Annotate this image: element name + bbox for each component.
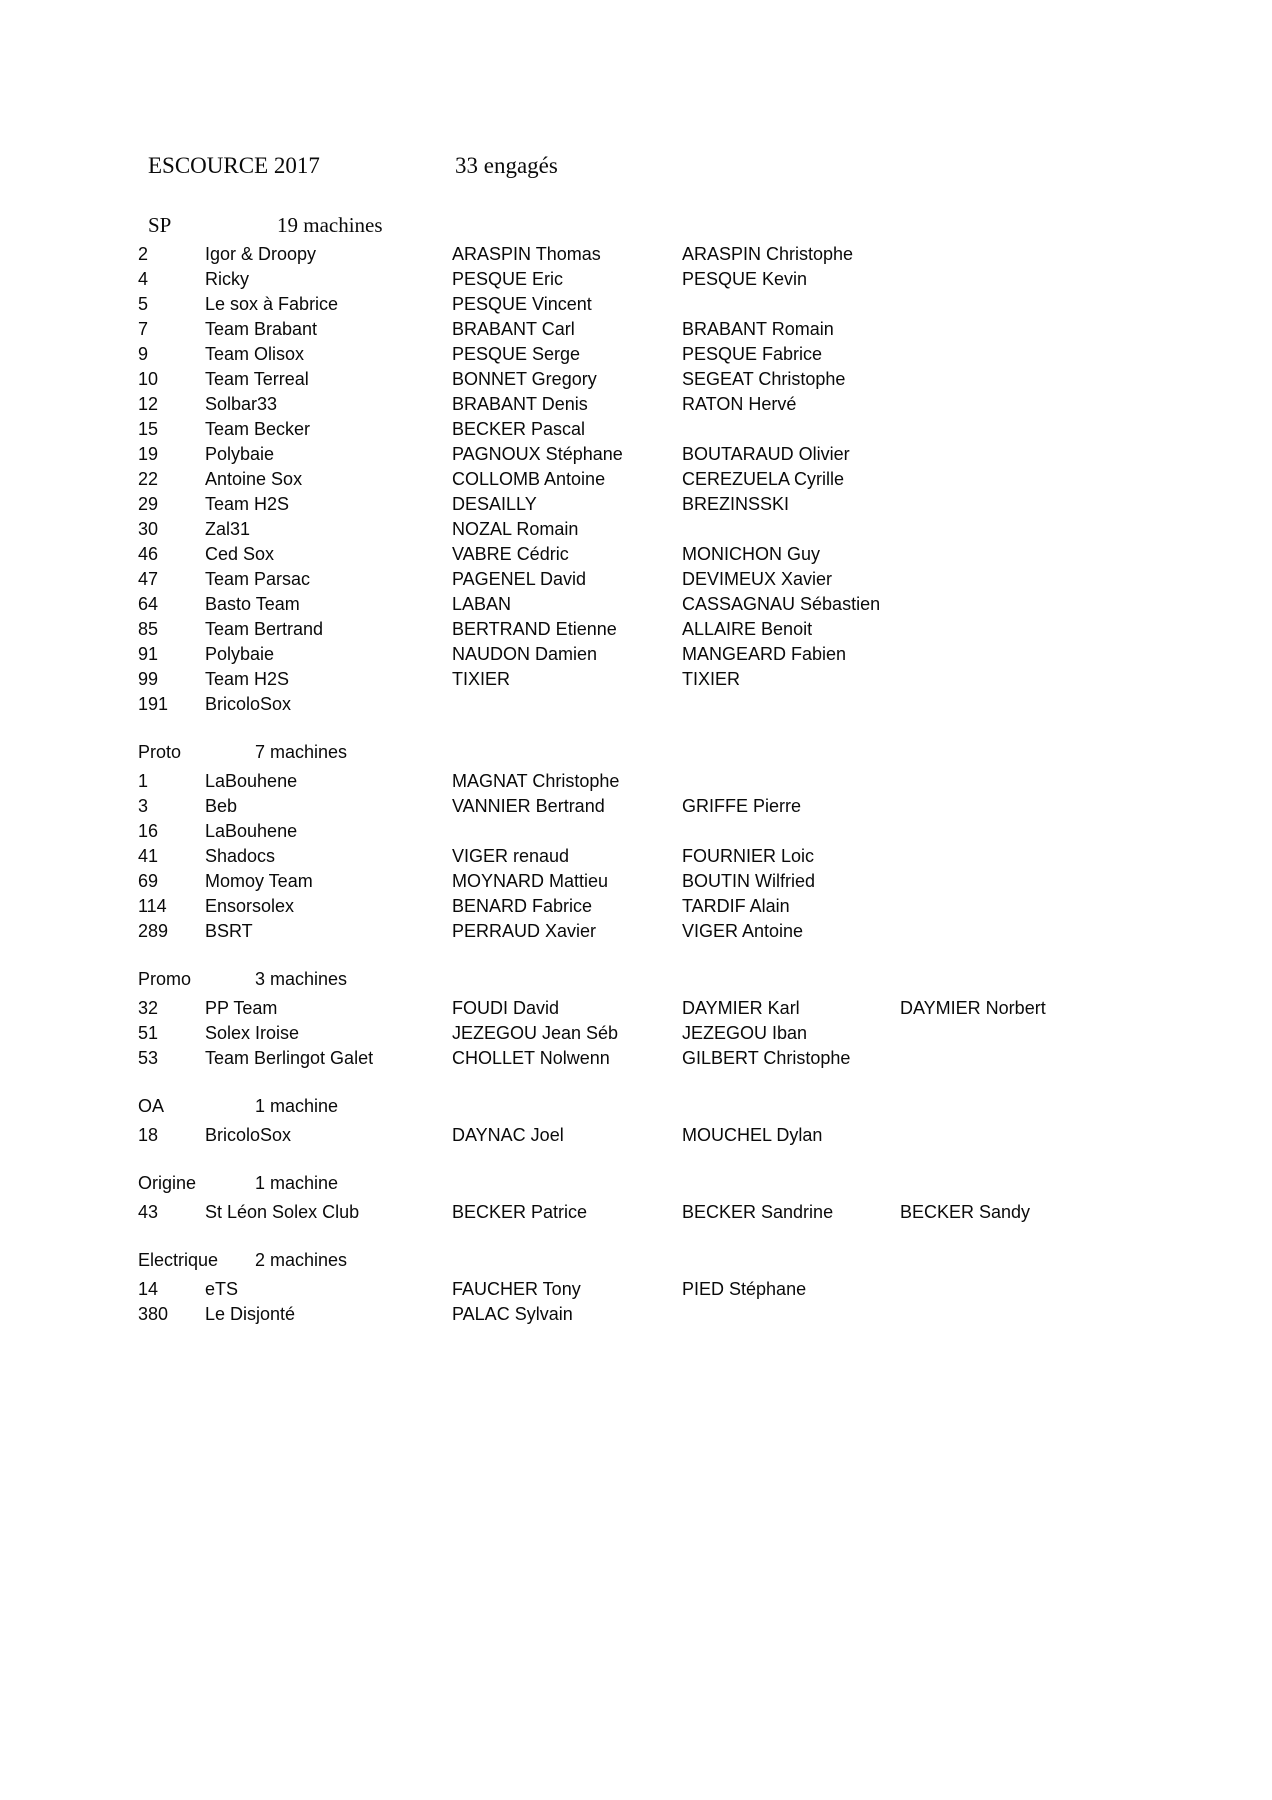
machine-number: 51 (138, 1023, 159, 1043)
machine-number: 1 (138, 771, 149, 791)
team-name: Team Brabant (205, 319, 318, 339)
entry-row (138, 996, 1232, 1021)
section-name: Origine (138, 1173, 197, 1193)
rider-3 (900, 794, 1232, 819)
machine-number: 9 (138, 344, 149, 364)
rider-2: BOUTIN Wilfried (682, 871, 816, 891)
section-proto (138, 740, 1232, 944)
team-name: Team Berlingot Galet (205, 1048, 374, 1068)
team-name: Team Parsac (205, 569, 311, 589)
team-name: Ced Sox (205, 544, 275, 564)
section-header (138, 1248, 1232, 1273)
rider-1: NAUDON Damien (452, 644, 598, 664)
rider-2 (682, 517, 900, 542)
team-name: LaBouhene (205, 771, 298, 791)
machine-number: 4 (138, 269, 149, 289)
rider-1: PESQUE Vincent (452, 294, 592, 314)
team-name: Polybaie (205, 644, 275, 664)
entry-row (138, 1123, 1232, 1148)
entry-row (138, 342, 1232, 367)
team-name: Zal31 (205, 519, 251, 539)
machine-number: 91 (138, 644, 159, 664)
rider-1: VANNIER Bertrand (452, 796, 605, 816)
rider-2: CEREZUELA Cyrille (682, 469, 845, 489)
machine-number: 15 (138, 419, 159, 439)
rider-2: BOUTARAUD Olivier (682, 444, 850, 464)
rider-1: MOYNARD Mattieu (452, 871, 609, 891)
rider-2: SEGEAT Christophe (682, 369, 846, 389)
rider-1: CHOLLET Nolwenn (452, 1048, 610, 1068)
rider-2: MOUCHEL Dylan (682, 1125, 823, 1145)
section-name: Electrique (138, 1250, 219, 1270)
team-name: Solex Iroise (205, 1023, 300, 1043)
rider-3 (900, 442, 1232, 467)
rider-2: MONICHON Guy (682, 544, 821, 564)
machine-number: 47 (138, 569, 159, 589)
rider-1: PESQUE Serge (452, 344, 581, 364)
rider-1: BENARD Fabrice (452, 896, 593, 916)
machine-number: 3 (138, 796, 149, 816)
rider-1: PERRAUD Xavier (452, 921, 597, 941)
team-name: Basto Team (205, 594, 300, 614)
document-header (138, 153, 1232, 178)
machine-number: 18 (138, 1125, 159, 1145)
rider-2: BRABANT Romain (682, 319, 834, 339)
machine-number: 30 (138, 519, 159, 539)
entry-row (138, 692, 1232, 717)
rider-2 (682, 769, 900, 794)
rider-1: BECKER Patrice (452, 1202, 588, 1222)
team-name: Ensorsolex (205, 896, 295, 916)
rider-3 (900, 667, 1232, 692)
section-count: 2 machines (255, 1250, 348, 1270)
machine-number: 99 (138, 669, 159, 689)
rider-3 (900, 242, 1232, 267)
machine-number: 12 (138, 394, 159, 414)
rider-3 (900, 517, 1232, 542)
rider-1: BRABANT Denis (452, 394, 588, 414)
rider-1: PAGENEL David (452, 569, 587, 589)
rider-1 (452, 692, 682, 717)
entry-row (138, 617, 1232, 642)
machine-number: 43 (138, 1202, 159, 1222)
event-title: ESCOURCE 2017 (148, 153, 320, 178)
entry-row (138, 919, 1232, 944)
entries-count: 33 engagés (455, 153, 558, 178)
rider-3 (900, 869, 1232, 894)
team-name: Le Disjonté (205, 1304, 296, 1324)
entry-row (138, 1277, 1232, 1302)
rider-1: BONNET Gregory (452, 369, 597, 389)
rider-2 (682, 692, 900, 717)
entry-row (138, 1021, 1232, 1046)
entry-row (138, 794, 1232, 819)
entry-row (138, 367, 1232, 392)
rider-1: BECKER Pascal (452, 419, 586, 439)
team-name: BricoloSox (205, 694, 292, 714)
rider-3 (900, 844, 1232, 869)
rider-3 (900, 1277, 1232, 1302)
team-name: Team Terreal (205, 369, 309, 389)
team-name: Ricky (205, 269, 249, 289)
rider-3 (900, 1021, 1232, 1046)
entry-row (138, 1302, 1232, 1327)
entry-row (138, 467, 1232, 492)
section-name: Proto (138, 742, 182, 762)
machine-number: 5 (138, 294, 149, 314)
entry-row (138, 642, 1232, 667)
rider-1: PAGNOUX Stéphane (452, 444, 623, 464)
team-name: Igor & Droopy (205, 244, 317, 264)
machine-number: 114 (138, 896, 167, 916)
team-name: Polybaie (205, 444, 275, 464)
entry-row (138, 442, 1232, 467)
section-electrique (138, 1248, 1232, 1327)
rider-3 (900, 642, 1232, 667)
entry-row (138, 542, 1232, 567)
entry-row (138, 267, 1232, 292)
team-name: Beb (205, 796, 238, 816)
team-name: Team Olisox (205, 344, 305, 364)
team-name: BSRT (205, 921, 253, 941)
section-name: SP (148, 213, 172, 237)
machine-number: 380 (138, 1304, 169, 1324)
rider-1: FAUCHER Tony (452, 1279, 581, 1299)
rider-3 (900, 392, 1232, 417)
entry-row (138, 392, 1232, 417)
rider-3 (900, 567, 1232, 592)
machine-number: 289 (138, 921, 169, 941)
rider-3 (900, 292, 1232, 317)
entry-row (138, 567, 1232, 592)
rider-1: VABRE Cédric (452, 544, 569, 564)
section-sp (138, 213, 1232, 717)
rider-3 (900, 819, 1232, 844)
rider-3: DAYMIER Norbert (900, 998, 1046, 1018)
team-name: Shadocs (205, 846, 276, 866)
rider-2: DAYMIER Karl (682, 998, 800, 1018)
rider-3 (900, 417, 1232, 442)
rider-3 (900, 769, 1232, 794)
rider-2: GRIFFE Pierre (682, 796, 802, 816)
section-header (138, 967, 1232, 992)
rider-1: PALAC Sylvain (452, 1304, 573, 1324)
section-name: Promo (138, 969, 192, 989)
entry-row (138, 869, 1232, 894)
team-name: Team H2S (205, 669, 290, 689)
section-origine (138, 1171, 1232, 1225)
team-name: Team Becker (205, 419, 311, 439)
rider-1: MAGNAT Christophe (452, 771, 620, 791)
rider-2: CASSAGNAU Sébastien (682, 594, 881, 614)
rider-1: DAYNAC Joel (452, 1125, 564, 1145)
entry-row (138, 769, 1232, 794)
team-name: Solbar33 (205, 394, 278, 414)
rider-1: NOZAL Romain (452, 519, 579, 539)
machine-number: 46 (138, 544, 159, 564)
rider-2: BECKER Sandrine (682, 1202, 834, 1222)
team-name: PP Team (205, 998, 278, 1018)
section-name: OA (138, 1096, 165, 1116)
machine-number: 85 (138, 619, 159, 639)
rider-1: BRABANT Carl (452, 319, 575, 339)
entry-row (138, 844, 1232, 869)
rider-3 (900, 692, 1232, 717)
section-promo (138, 967, 1232, 1071)
rider-3 (900, 1302, 1232, 1327)
section-count: 1 machine (255, 1173, 339, 1193)
rider-3 (900, 342, 1232, 367)
rider-1: DESAILLY (452, 494, 537, 514)
machine-number: 41 (138, 846, 159, 866)
machine-number: 29 (138, 494, 159, 514)
machine-number: 32 (138, 998, 159, 1018)
sections-container (138, 213, 1232, 1327)
entry-row (138, 517, 1232, 542)
team-name: Antoine Sox (205, 469, 303, 489)
rider-1: BERTRAND Etienne (452, 619, 617, 639)
rider-3 (900, 617, 1232, 642)
section-count: 7 machines (255, 742, 348, 762)
entry-row (138, 592, 1232, 617)
rider-2: PESQUE Kevin (682, 269, 808, 289)
rider-3 (900, 492, 1232, 517)
rider-2 (682, 1302, 900, 1327)
machine-number: 7 (138, 319, 149, 339)
rider-3 (900, 317, 1232, 342)
rider-2: BREZINSSKI (682, 494, 790, 514)
machine-number: 16 (138, 821, 159, 841)
machine-number: 53 (138, 1048, 159, 1068)
section-count: 1 machine (255, 1096, 339, 1116)
rider-1: PESQUE Eric (452, 269, 564, 289)
section-count: 3 machines (255, 969, 348, 989)
entry-row (138, 292, 1232, 317)
team-name: Le sox à Fabrice (205, 294, 339, 314)
rider-1: COLLOMB Antoine (452, 469, 606, 489)
rider-3 (900, 592, 1232, 617)
section-header (138, 1171, 1232, 1196)
rider-3 (900, 267, 1232, 292)
rider-1: FOUDI David (452, 998, 560, 1018)
rider-1: LABAN (452, 594, 512, 614)
rider-2: TIXIER (682, 669, 741, 689)
machine-number: 22 (138, 469, 159, 489)
rider-1: TIXIER (452, 669, 511, 689)
entry-row (138, 1046, 1232, 1071)
section-oa (138, 1094, 1232, 1148)
rider-3 (900, 919, 1232, 944)
section-header (138, 213, 1232, 238)
rider-2: RATON Hervé (682, 394, 797, 414)
machine-number: 19 (138, 444, 159, 464)
team-name: St Léon Solex Club (205, 1202, 360, 1222)
team-name: Team H2S (205, 494, 290, 514)
rider-3 (900, 367, 1232, 392)
machine-number: 191 (138, 694, 169, 714)
rider-2: VIGER Antoine (682, 921, 804, 941)
entry-row (138, 819, 1232, 844)
entry-row (138, 417, 1232, 442)
entry-row (138, 1200, 1232, 1225)
rider-2: TARDIF Alain (682, 896, 790, 916)
team-name: LaBouhene (205, 821, 298, 841)
rider-3 (900, 542, 1232, 567)
rider-2: JEZEGOU Iban (682, 1023, 808, 1043)
team-name: BricoloSox (205, 1125, 292, 1145)
machine-number: 69 (138, 871, 159, 891)
rider-2: GILBERT Christophe (682, 1048, 851, 1068)
rider-1: JEZEGOU Jean Séb (452, 1023, 619, 1043)
rider-2: ARASPIN Christophe (682, 244, 854, 264)
rider-2 (682, 417, 900, 442)
section-header (138, 1094, 1232, 1119)
rider-3 (900, 1123, 1232, 1148)
rider-2: DEVIMEUX Xavier (682, 569, 833, 589)
entry-row (138, 492, 1232, 517)
rider-1: VIGER renaud (452, 846, 570, 866)
rider-2: FOURNIER Loic (682, 846, 815, 866)
rider-2 (682, 292, 900, 317)
rider-3: BECKER Sandy (900, 1202, 1031, 1222)
machine-number: 10 (138, 369, 159, 389)
rider-1: ARASPIN Thomas (452, 244, 601, 264)
rider-2: ALLAIRE Benoit (682, 619, 813, 639)
rider-3 (900, 467, 1232, 492)
machine-number: 14 (138, 1279, 159, 1299)
entry-row (138, 894, 1232, 919)
machine-number: 2 (138, 244, 149, 264)
rider-2 (682, 819, 900, 844)
rider-2: PESQUE Fabrice (682, 344, 823, 364)
section-header (138, 740, 1232, 765)
entry-row (138, 242, 1232, 267)
section-count: 19 machines (277, 213, 383, 237)
rider-3 (900, 1046, 1232, 1071)
rider-2: MANGEARD Fabien (682, 644, 847, 664)
machine-number: 64 (138, 594, 159, 614)
rider-2: PIED Stéphane (682, 1279, 807, 1299)
team-name: Momoy Team (205, 871, 313, 891)
entry-row (138, 317, 1232, 342)
entry-row (138, 667, 1232, 692)
team-name: Team Bertrand (205, 619, 324, 639)
rider-3 (900, 894, 1232, 919)
rider-1 (452, 819, 682, 844)
team-name: eTS (205, 1279, 239, 1299)
